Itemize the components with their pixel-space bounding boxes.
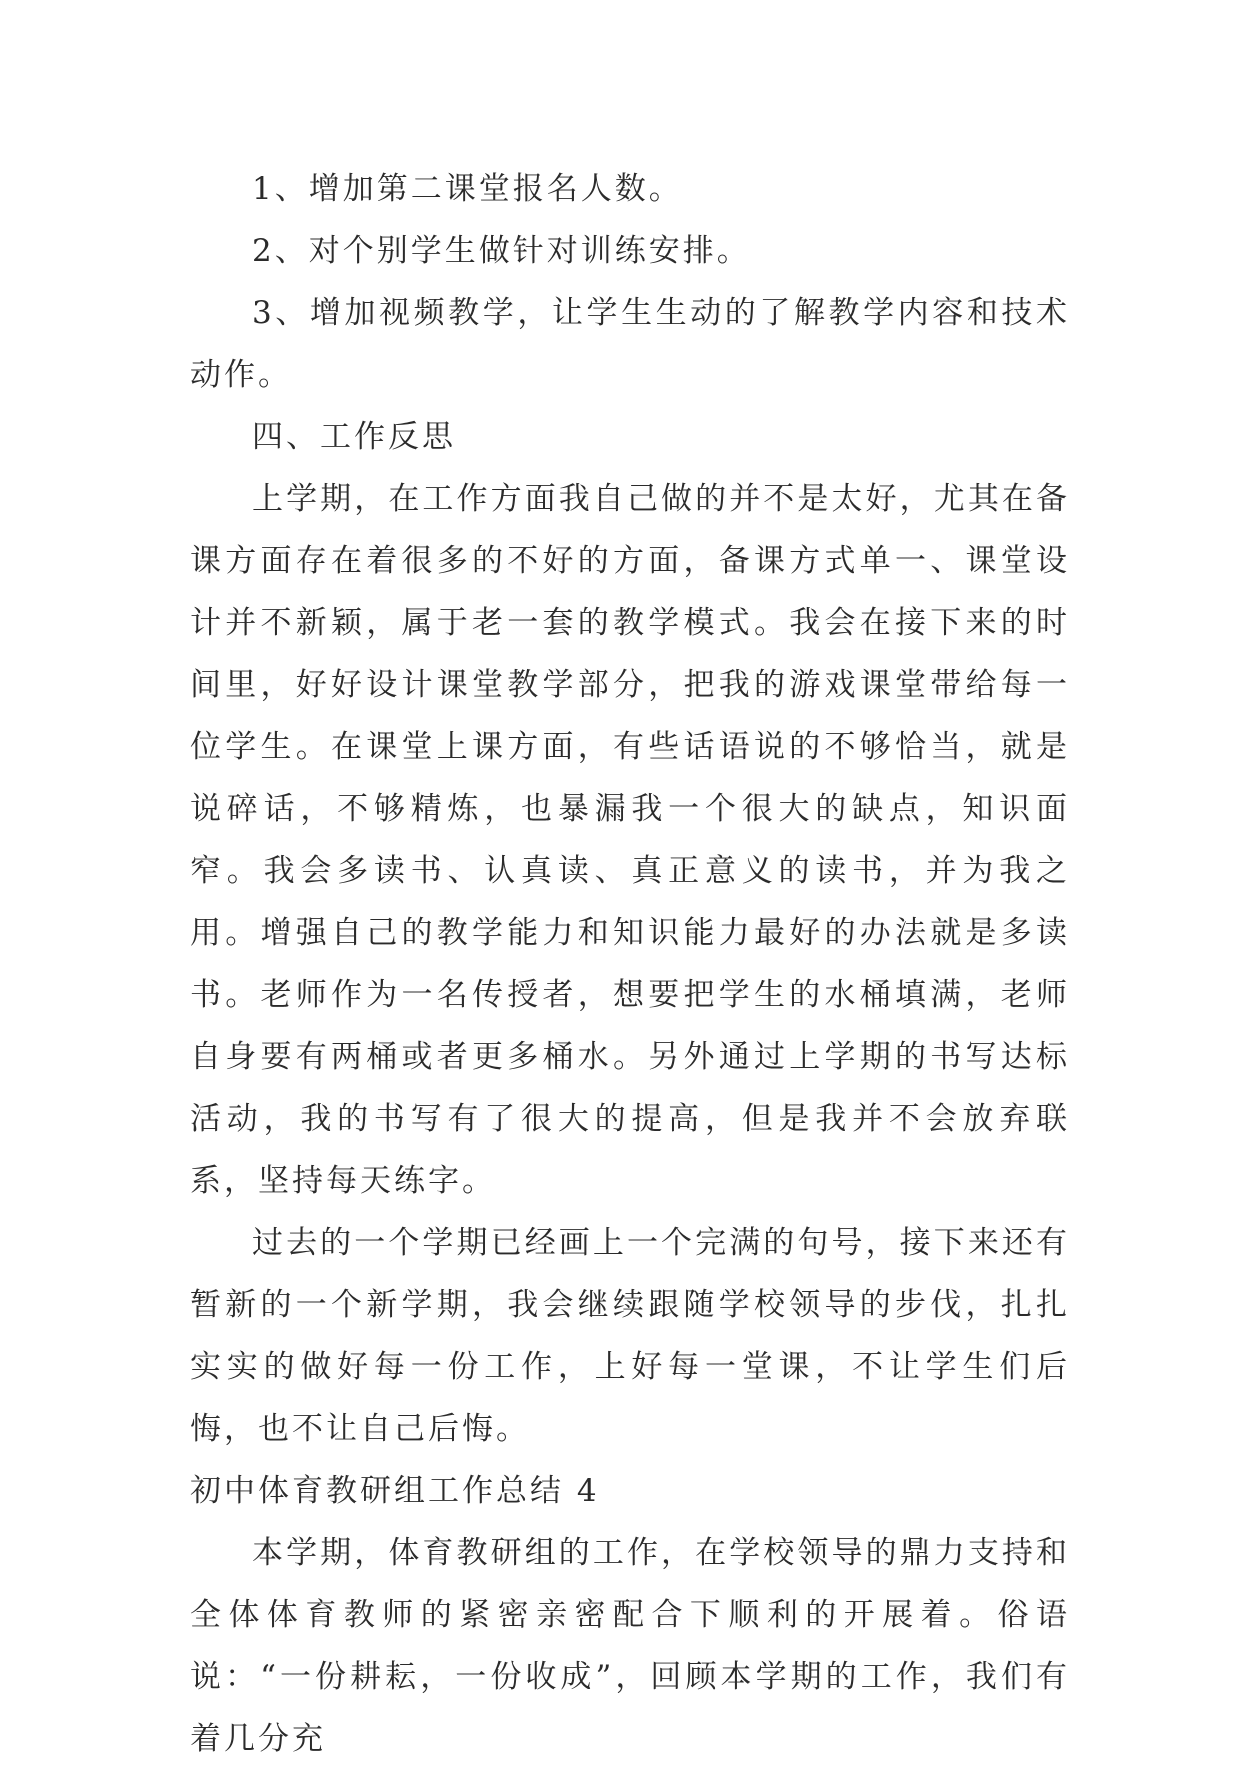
paragraph-item-1: 1、增加第二课堂报名人数。 (252, 171, 683, 207)
section-title: 初中体育教研组工作总结 4 (190, 1473, 600, 1509)
paragraph-item-2: 2、对个别学生做针对训练安排。 (252, 233, 751, 269)
section-heading-reflection: 四、工作反思 (252, 419, 456, 455)
paragraph-section-intro: 本学期，体育教研组的工作，在学校领导的鼎力支持和全体体育教师的紧密亲密配合下顺利的开展着。俗语说：“一份耕耘，一份收成”，回顾本学期的工作，我们有着几分充 (190, 1535, 1070, 1757)
paragraph-reflection: 上学期，在工作方面我自己做的并不是太好，尤其在备课方面存在着很多的不好的方面，备课方式单一、课堂设计并不新颖，属于老一套的教学模式。我会在接下来的时间里，好好设计课堂教学部分，把我的游戏课堂带给每一位学生。在课堂上课方面，有些话语说的不够恰当，就是说碎话，不够精炼，也暴漏我一个很大的缺点，知识面窄。我会多读书、认真读、真正意义的读书，并为我之用。增强自己的教学能力和知识能力最好的办法就是多读书。老师作为一名传授者，想要把学生的水桶填满，老师自身要有两桶或者更多桶水。另外通过上学期的书写达标活动，我的书写有了很大的提高，但是我并不会放弃联系，坚持每天练字。 (190, 481, 1070, 1199)
paragraph-item-3: 3、增加视频教学，让学生生动的了解教学内容和技术动作。 (190, 295, 1070, 393)
paragraph-conclusion: 过去的一个学期已经画上一个完满的句号，接下来还有暂新的一个新学期，我会继续跟随学校领导的步伐，扎扎实实的做好每一份工作，上好每一堂课，不让学生们后悔，也不让自己后悔。 (190, 1225, 1070, 1447)
document-body (190, 158, 1070, 1770)
